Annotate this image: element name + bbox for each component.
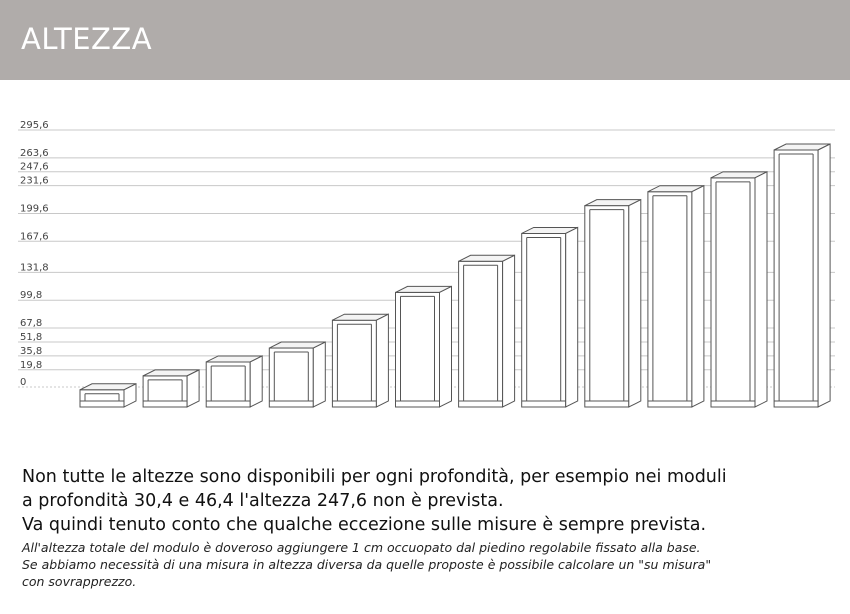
header-banner <box>0 0 850 80</box>
shelf-modules <box>80 144 830 407</box>
height-label: 0 <box>20 377 27 388</box>
module-front <box>332 320 376 407</box>
shelf-module <box>269 342 325 407</box>
height-label: 263,6 <box>20 147 49 159</box>
height-label: 199,6 <box>20 203 49 215</box>
module-side <box>503 255 515 407</box>
shelf-module <box>206 356 262 407</box>
module-side <box>440 286 452 407</box>
height-label: 131,8 <box>20 262 49 274</box>
shelf-module <box>332 314 388 407</box>
height-label: 35,8 <box>20 345 43 357</box>
module-front <box>269 348 313 407</box>
shelf-module <box>396 286 452 407</box>
note-line-2: a profondità 30,4 e 46,4 l'altezza 247,6 non è prevista. <box>22 491 504 511</box>
module-side <box>313 342 325 407</box>
height-label: 67,8 <box>20 318 43 330</box>
shelf-module <box>648 186 704 407</box>
height-label: 231,6 <box>20 175 49 187</box>
module-side <box>376 314 388 407</box>
height-diagram <box>0 80 850 420</box>
height-label: 51,8 <box>20 331 43 343</box>
note-small-3: con sovrapprezzo. <box>22 574 137 589</box>
module-side <box>629 200 641 407</box>
module-side <box>250 356 262 407</box>
module-front <box>522 233 566 407</box>
module-front <box>774 150 818 407</box>
module-side <box>818 144 830 407</box>
shelf-module <box>80 384 136 407</box>
shelf-module <box>585 200 641 407</box>
module-front <box>80 390 124 407</box>
module-side <box>755 172 767 407</box>
module-side <box>187 370 199 407</box>
shelf-module <box>711 172 767 407</box>
module-front <box>648 192 692 407</box>
note-small-2: Se abbiamo necessità di una misura in altezza diversa da quelle proposte è possibile calcolare un "su misura" <box>22 557 712 572</box>
height-label: 99,8 <box>20 290 43 302</box>
height-label: 19,8 <box>20 359 43 371</box>
height-label: 247,6 <box>20 161 49 173</box>
module-front <box>396 292 440 407</box>
shelf-module <box>774 144 830 407</box>
module-front <box>459 261 503 407</box>
shelf-module <box>143 370 199 407</box>
page-title: ALTEZZA <box>21 22 153 56</box>
height-label: 295,6 <box>20 120 49 131</box>
module-front <box>585 206 629 407</box>
note-line-1: Non tutte le altezze sono disponibili per ogni profondità, per esempio nei moduli <box>22 467 727 487</box>
module-side <box>692 186 704 407</box>
module-front <box>206 362 250 407</box>
note-line-3: Va quindi tenuto conto che qualche eccezione sulle misure è sempre prevista. <box>22 515 707 535</box>
height-label: 167,6 <box>20 231 49 243</box>
height-labels <box>20 120 49 388</box>
module-front <box>711 178 755 407</box>
module-side <box>566 227 578 407</box>
module-front <box>143 376 187 407</box>
shelf-module <box>522 227 578 407</box>
note-small-1: All'altezza totale del modulo è doveroso aggiungere 1 cm occuopato dal piedino regolabile fissato alla base. <box>22 540 701 555</box>
shelf-module <box>459 255 515 407</box>
